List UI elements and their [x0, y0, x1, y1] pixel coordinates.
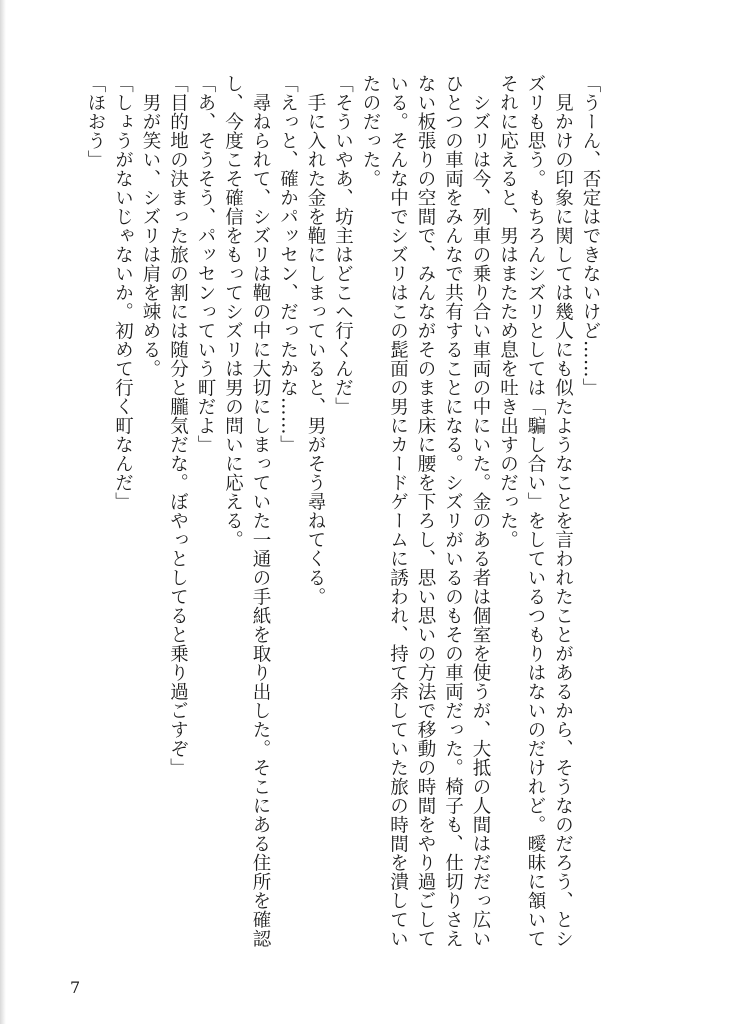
text-line: いる。そんな中でシズリはこの髭面の男にカードゲームに誘われ、持て余していた旅の時間を潰してい — [387, 74, 409, 948]
text-line: 「ほおう」 — [85, 74, 106, 169]
page-number: 7 — [70, 978, 81, 997]
text-line: たのだった。 — [360, 74, 381, 188]
text-line: シズリは今、列車の乗り合い車両の中にいた。金のある者は個室を使うが、大抵の人間はだだっ広い — [470, 74, 491, 948]
text-line: ひとつの車両をみんなで共有することになる。シズリがいるのもその車両だった。椅子も、仕切りさえ — [442, 74, 464, 948]
text-line: 尋ねられて、シズリは鞄の中に大切にしまっていた一通の手紙を取り出した。そこにある住所を確認 — [250, 74, 271, 948]
text-line: ない板張りの空間で、みんながそのまま床に腰を下ろし、思い思いの方法で移動の時間をやり過ごして — [415, 74, 436, 948]
text-line: 男が笑い、シズリは肩を竦める。 — [140, 74, 161, 378]
text-line: 「そういやあ、坊主はどこへ行くんだ」 — [332, 74, 354, 416]
text-line: 「しょうがないじゃないか。初めて行く町なんだ」 — [112, 74, 134, 511]
text-line: 見かけの印象に関しては幾人にも似たようなことを言われたことがあるから、そうなのだろう、とシ — [552, 74, 574, 948]
text-line: それに応えると、男はまたため息を吐き出すのだった。 — [497, 74, 519, 549]
text-line: し、今度こそ確信をもってシズリは男の問いに応える。 — [222, 74, 244, 549]
text-line: 「えっと、確かパッセン、だったかな……」 — [277, 74, 299, 454]
text-line: 「うーん、否定はできないけど……」 — [580, 74, 601, 397]
text-line: 「目的地の決まった旅の割には随分と朧気だな。ぼやっとしてると乗り過ごすぞ」 — [167, 74, 189, 777]
vertical-text-body — [85, 74, 604, 974]
text-line: 「あ、そうそう、パッセンっていう町だよ」 — [195, 74, 216, 454]
text-line: ズリも思う。もちろんシズリとしては「騙し合い」をしているつもりはないのだけれど。曖昧に頷いて — [525, 74, 546, 948]
page-gutter-shadow — [0, 0, 6, 1024]
text-line: 手に入れた金を鞄にしまっていると、男がそう尋ねてくる。 — [305, 74, 326, 606]
